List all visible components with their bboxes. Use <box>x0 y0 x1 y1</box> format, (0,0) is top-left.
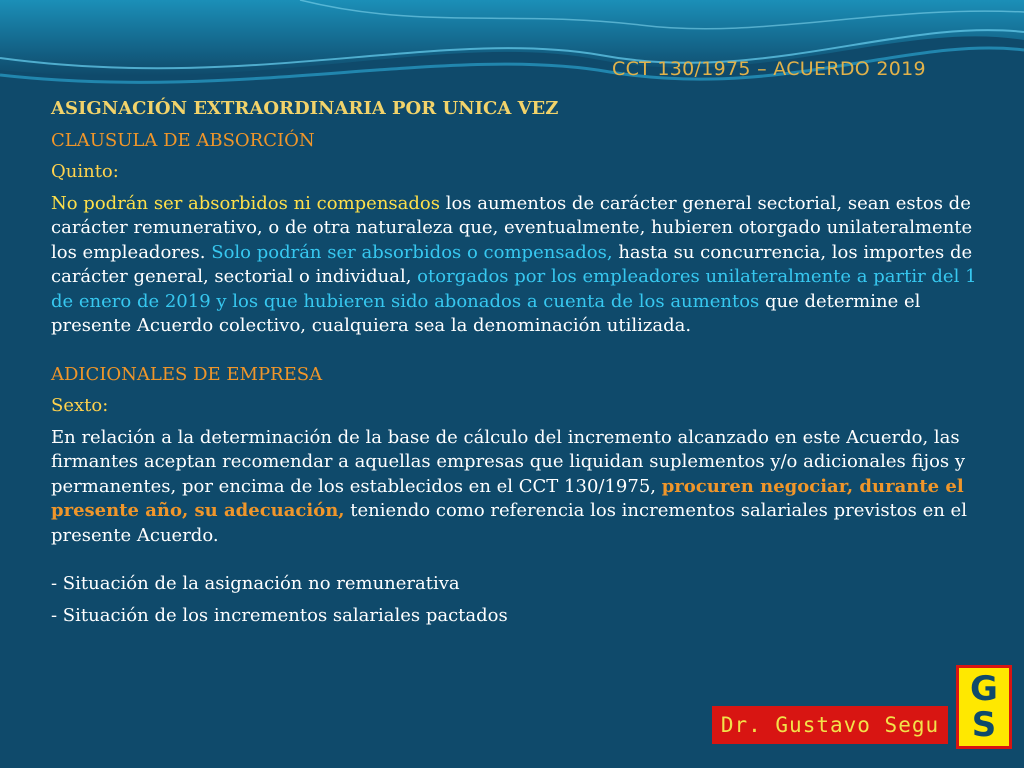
clause-label-sexto: Sexto: <box>51 395 109 416</box>
text-segment: hasta su concurrencia, los importes de carácter general, sectorial o individual, <box>51 241 973 287</box>
gs-logo <box>956 665 1012 749</box>
logo-letter-g: G <box>970 669 998 709</box>
section-title-asignacion: ASIGNACIÓN EXTRAORDINARIA POR UNICA VEZ <box>51 98 559 119</box>
author-signature: Dr. Gustavo Segu <box>712 706 948 744</box>
clause-quinto-text <box>51 192 981 339</box>
text-segment: teniendo como referencia los incrementos salariales previstos en el presente Acuerdo. <box>51 500 967 546</box>
slide-content <box>51 97 981 628</box>
highlight-procuren-negociar: procuren negociar, durante el presente año, su adecuación, <box>51 475 964 521</box>
highlight-solo-absorbidos: Solo podrán ser absorbidos o compensados, <box>211 241 613 263</box>
logo-letter-s: S <box>971 705 997 745</box>
text-segment: que determine el presente Acuerdo colectivo, cualquiera sea la denominación utilizada. <box>51 290 921 336</box>
text-segment: En relación a la determinación de la base de cálculo del incremento alcanzado en este Acuerdo, las firmantes aceptan recomendar a aquellas empresas que liquidan suplementos y/o adicionales fijos y permanentes, por encima de los establecidos en el CCT 130/1975, <box>51 426 966 497</box>
text-segment: los aumentos de carácter general sectorial, sean estos de carácter remunerativo, o de otra naturaleza que, eventualmente, hubieren otorgado unilateralmente los empleadores. <box>51 192 973 263</box>
clause-label-quinto: Quinto: <box>51 161 119 182</box>
highlight-no-absorbidos: No podrán ser absorbidos ni compensados <box>51 192 440 214</box>
bullet-item: - Situación de los incrementos salariales pactados <box>51 604 508 626</box>
clause-sexto-text <box>51 426 981 549</box>
slide-header-title: CCT 130/1975 – ACUERDO 2019 <box>612 58 926 80</box>
section-title-adicionales: ADICIONALES DE EMPRESA <box>51 363 323 385</box>
section-subtitle-absorcion: CLAUSULA DE ABSORCIÓN <box>51 129 315 151</box>
highlight-otorgados: otorgados por los empleadores unilateralmente a partir del 1 de enero de 2019 y los que hubieren sido abonados a cuenta de los aumentos <box>51 266 977 312</box>
bullet-item: - Situación de la asignación no remunerativa <box>51 573 460 594</box>
